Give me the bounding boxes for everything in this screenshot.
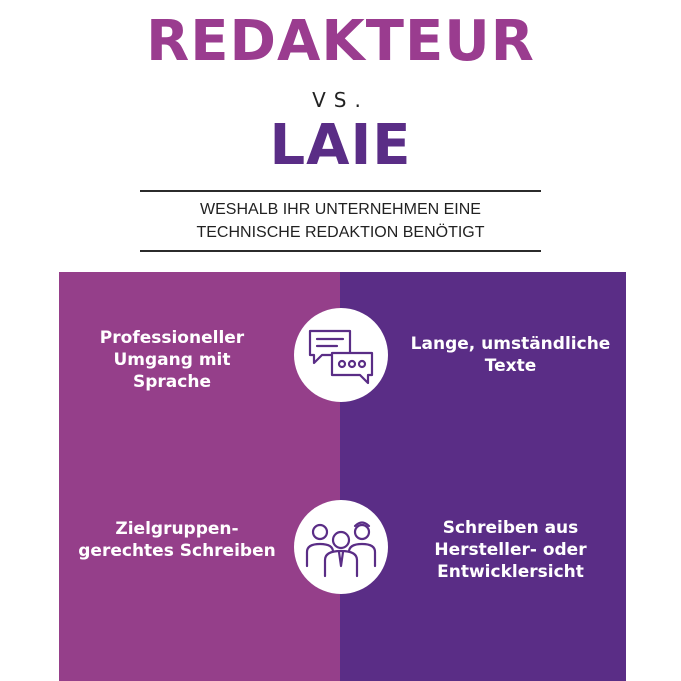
subtitle: [140, 198, 541, 244]
speech-bubbles-icon: [306, 325, 376, 385]
point-line: Zielgruppen-: [115, 519, 239, 539]
user-group-icon-badge: [294, 500, 388, 594]
title-versus: VS.: [312, 88, 369, 112]
redakteur-point-language: [59, 315, 285, 405]
subtitle-line: TECHNISCHE REDAKTION BENÖTIGT: [196, 224, 485, 241]
title-redakteur: REDAKTEUR: [146, 9, 535, 74]
laie-point-long-texts: [395, 320, 626, 390]
point-line: Sprache: [133, 372, 211, 392]
divider-bottom: [140, 250, 541, 252]
point-line: Hersteller- oder: [434, 540, 587, 560]
speech-bubbles-icon-badge: [294, 308, 388, 402]
point-line: Umgang mit: [113, 350, 231, 370]
user-group-icon: [303, 516, 379, 578]
laie-point-manufacturer-view: [395, 505, 626, 595]
point-line: Texte: [484, 356, 537, 376]
title-laie: LAIE: [269, 113, 412, 178]
point-line: Entwicklersicht: [437, 562, 584, 582]
point-line: Lange, umständliche: [410, 334, 611, 354]
redakteur-point-audience: [59, 505, 295, 575]
subtitle-line: WESHALB IHR UNTERNEHMEN EINE: [200, 201, 481, 218]
point-line: Professioneller: [99, 328, 245, 348]
point-line: gerechtes Schreiben: [78, 541, 276, 561]
divider-top: [140, 190, 541, 192]
point-line: Schreiben aus: [442, 518, 579, 538]
